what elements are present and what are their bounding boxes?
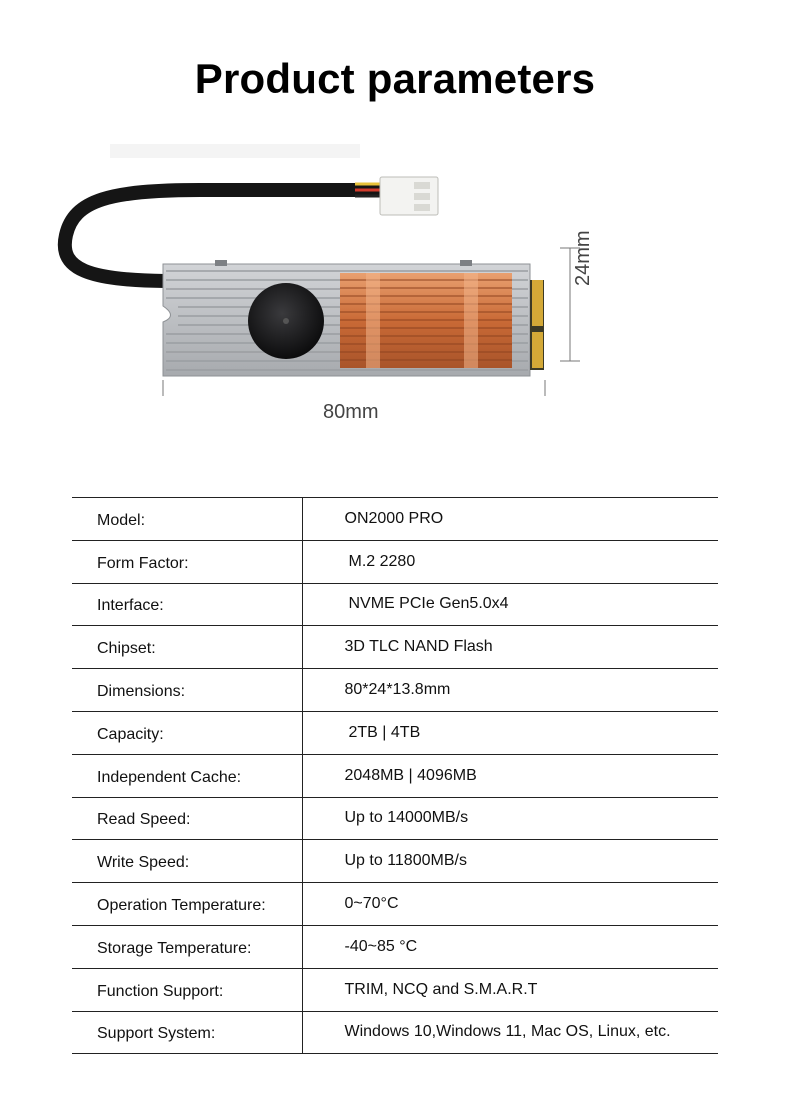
table-row	[72, 711, 718, 754]
spec-value: 2TB | 4TB	[302, 711, 718, 754]
table-row	[72, 669, 718, 712]
spec-value: Up to 14000MB/s	[302, 797, 718, 840]
spec-label: Form Factor:	[72, 540, 302, 583]
spec-label: Capacity:	[72, 711, 302, 754]
spec-label: Model:	[72, 498, 302, 541]
spec-label: Read Speed:	[72, 797, 302, 840]
table-row	[72, 583, 718, 626]
spec-value: Up to 11800MB/s	[302, 840, 718, 883]
spec-value: M.2 2280	[302, 540, 718, 583]
spec-label: Support System:	[72, 1011, 302, 1054]
spec-label: Storage Temperature:	[72, 925, 302, 968]
ssd-illustration	[0, 130, 790, 440]
spec-value: -40~85 °C	[302, 925, 718, 968]
spec-value: 80*24*13.8mm	[302, 669, 718, 712]
table-row	[72, 968, 718, 1011]
page-title: Product parameters	[194, 55, 596, 102]
width-dimension-label: 80mm	[323, 401, 379, 423]
table-row	[72, 925, 718, 968]
spec-label: Function Support:	[72, 968, 302, 1011]
table-row	[72, 540, 718, 583]
spec-label: Independent Cache:	[72, 754, 302, 797]
spec-table	[72, 497, 718, 1054]
product-figure	[0, 130, 790, 440]
table-row	[72, 797, 718, 840]
gold-contacts-top	[532, 280, 543, 326]
gold-contacts-bottom	[532, 332, 543, 368]
spec-label: Chipset:	[72, 626, 302, 669]
spec-label: Operation Temperature:	[72, 883, 302, 926]
spec-label: Interface:	[72, 583, 302, 626]
spec-label: Dimensions:	[72, 669, 302, 712]
table-row	[72, 1011, 718, 1054]
spec-value: 0~70°C	[302, 883, 718, 926]
spec-label: Write Speed:	[72, 840, 302, 883]
shadow-strip	[110, 144, 360, 158]
spec-value: 2048MB | 4096MB	[302, 754, 718, 797]
table-row	[72, 626, 718, 669]
table-row	[72, 840, 718, 883]
spec-value: 3D TLC NAND Flash	[302, 626, 718, 669]
height-dimension-label: 24mm	[572, 230, 594, 286]
spec-value: ON2000 PRO	[302, 498, 718, 541]
table-row	[72, 754, 718, 797]
table-row	[72, 883, 718, 926]
spec-value: Windows 10,Windows 11, Mac OS, Linux, etc.	[302, 1011, 718, 1054]
spec-value: TRIM, NCQ and S.M.A.R.T	[302, 968, 718, 1011]
table-row	[72, 498, 718, 541]
spec-value: NVME PCIe Gen5.0x4	[302, 583, 718, 626]
